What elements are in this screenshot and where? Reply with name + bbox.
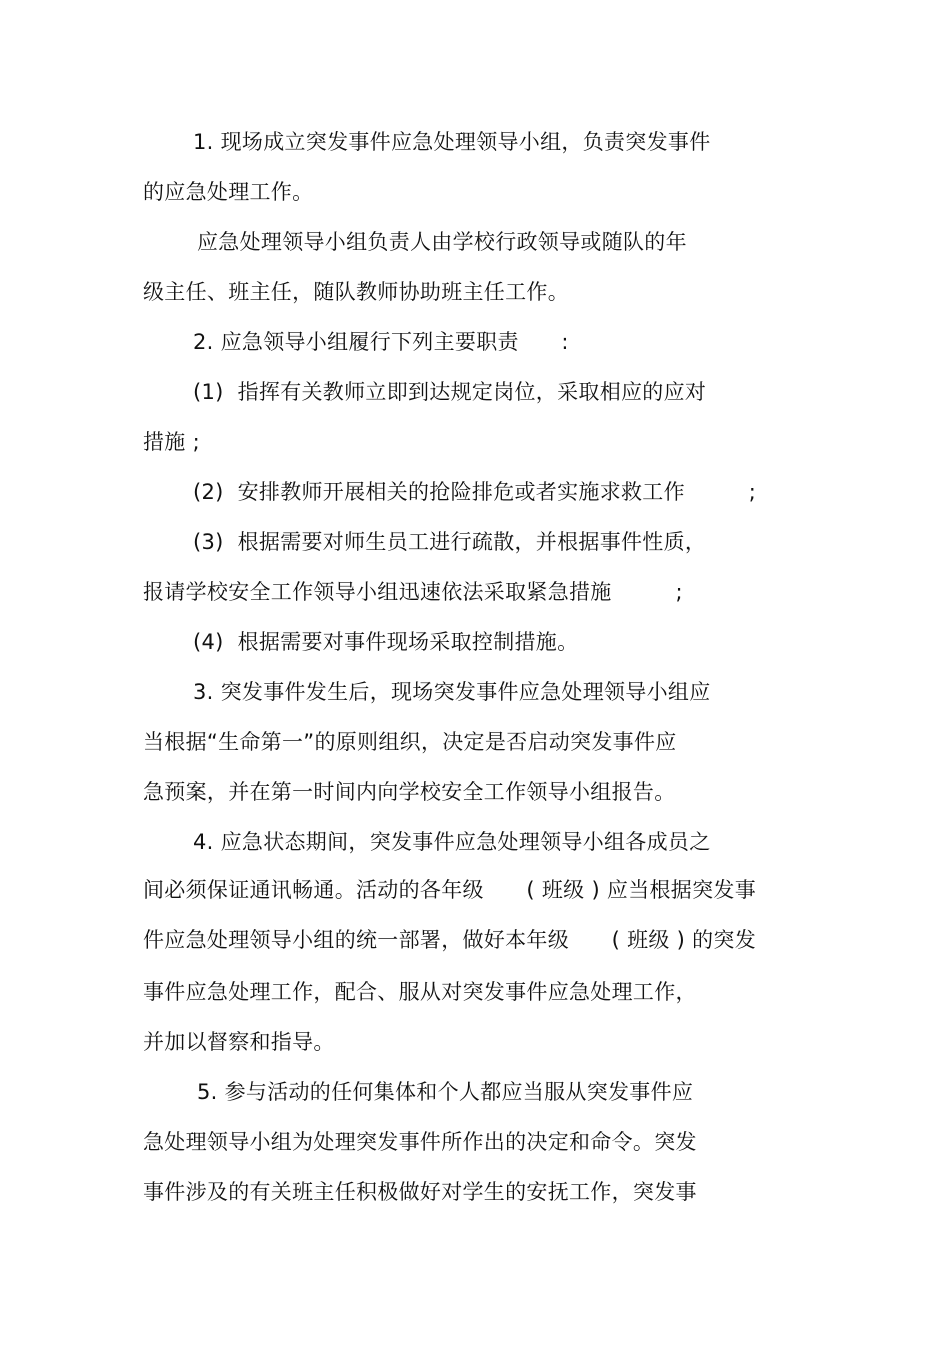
- text-line: 报请学校安全工作领导小组迅速依法采取紧急措施 ;: [143, 580, 683, 604]
- text-line: 当根据“生命第一”的原则组织，决定是否启动突发事件应: [143, 730, 677, 754]
- text-line: 4. 应急状态期间，突发事件应急处理领导小组各成员之: [193, 830, 711, 854]
- text-line: 事件应急处理工作，配合、服从对突发事件应急处理工作，: [143, 980, 697, 1004]
- text-line: 2. 应急领导小组履行下列主要职责 :: [193, 330, 569, 354]
- text-line: 级主任、班主任，随队教师协助班主任工作。: [143, 280, 569, 304]
- text-line: 事件涉及的有关班主任积极做好对学生的安抚工作，突发事: [143, 1180, 697, 1204]
- text-line: (3) 根据需要对师生员工进行疏散，并根据事件性质，: [193, 530, 707, 554]
- text-line: 3. 突发事件发生后，现场突发事件应急处理领导小组应: [193, 680, 711, 704]
- text-line: 的应急处理工作。: [143, 180, 314, 204]
- text-line: 5. 参与活动的任何集体和个人都应当服从突发事件应: [197, 1080, 694, 1104]
- text-line: (2) 安排教师开展相关的抢险排危或者实施求救工作 ;: [193, 480, 757, 504]
- text-line: 急处理领导小组为处理突发事件所作出的决定和命令。突发: [143, 1130, 697, 1154]
- text-line: 并加以督察和指导。: [143, 1030, 335, 1054]
- text-line: 应急处理领导小组负责人由学校行政领导或随队的年: [197, 230, 687, 254]
- text-line: 急预案，并在第一时间内向学校安全工作领导小组报告。: [143, 780, 676, 804]
- text-line: (4) 根据需要对事件现场采取控制措施。: [193, 630, 579, 654]
- text-line: 件应急处理领导小组的统一部署，做好本年级 ( 班级 ) 的突发: [143, 928, 757, 952]
- text-line: 间必须保证通讯畅通。活动的各年级 ( 班级 ) 应当根据突发事: [143, 878, 757, 902]
- text-line: (1) 指挥有关教师立即到达规定岗位，采取相应的应对: [193, 380, 707, 404]
- text-line: 措施 ;: [143, 430, 200, 454]
- text-line: 1. 现场成立突发事件应急处理领导小组，负责突发事件: [193, 130, 711, 154]
